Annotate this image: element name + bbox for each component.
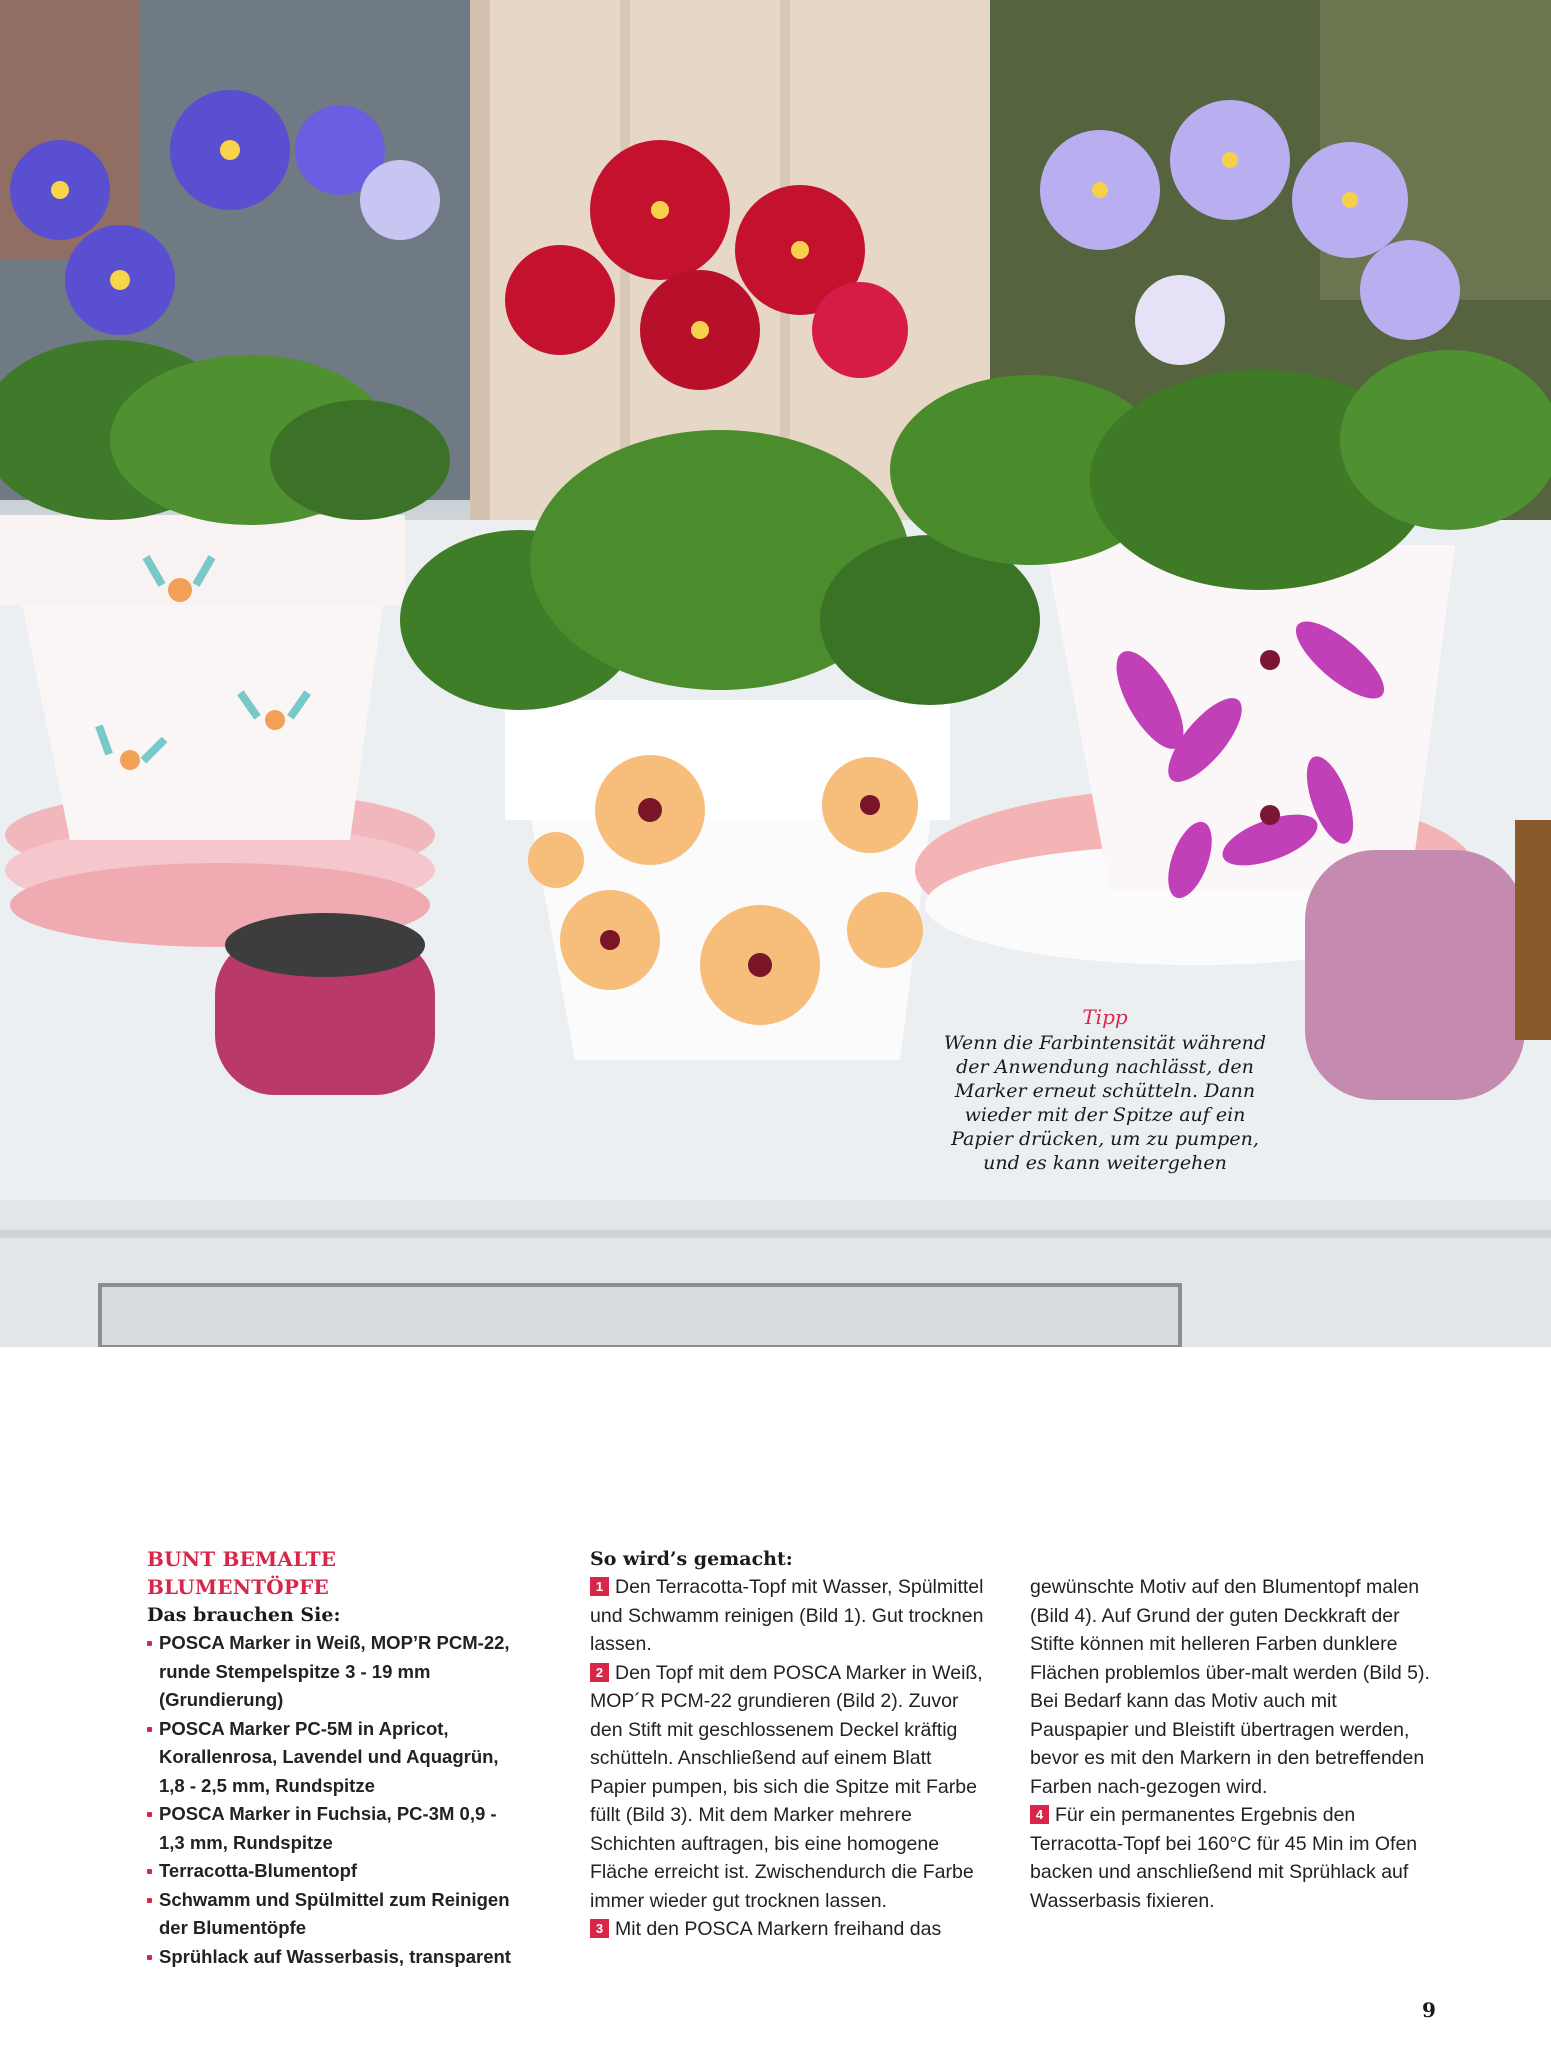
step-3-continuation: gewünschte Motiv auf den Blumentopf malen (Bild 4). Auf Grund der guten Deckkraft der Stifte können mit helleren Farben dunklere Flächen problemlos über-malt werden (Bild 5). Bei Bedarf kann das Motiv auch mit Pauspapier und Bleistift übertragen werden, bevor es mit den Markern in den betreffenden Farben nach-gezogen wird. [1030, 1576, 1430, 1798]
step-4 [1030, 1801, 1430, 1915]
steps-column [590, 1545, 990, 1944]
step-text: Für ein permanentes Ergebnis den Terracotta-Topf bei 160°C für 45 Min im Ofen backen und anschließend mit Sprühlack auf Wasserbasis fixieren. [1030, 1804, 1418, 1912]
tip-line: der Anwendung nachlässt, den [956, 1056, 1254, 1078]
materials-heading: Das brauchen Sie: [147, 1604, 341, 1626]
article-title: BUNT BEMALTE BLUMENTÖPFE [147, 1547, 337, 1599]
materials-item: POSCA Marker PC-5M in Apricot, Korallenrosa, Lavendel und Aquagrün, 1,8 - 2,5 mm, Rundspitze [147, 1715, 517, 1801]
materials-item: POSCA Marker in Fuchsia, PC-3M 0,9 - 1,3 mm, Rundspitze [147, 1800, 517, 1857]
steps-continuation-column [1030, 1573, 1430, 1915]
tip-line: Marker erneut schütteln. Dann [954, 1080, 1256, 1102]
page-number: 9 [1422, 1998, 1436, 2022]
tip-box [920, 1005, 1290, 1175]
tip-line: und es kann weitergehen [983, 1152, 1227, 1174]
step-2 [590, 1659, 990, 1916]
tip-title: Tipp [1082, 1005, 1128, 1029]
materials-item: Terracotta-Blumentopf [147, 1857, 517, 1886]
tip-line: Papier drücken, um zu pumpen, [951, 1128, 1259, 1150]
step-number-badge: 2 [590, 1663, 609, 1682]
materials-list [147, 1629, 517, 1971]
tip-line: wieder mit der Spitze auf ein [964, 1104, 1246, 1126]
step-text: Den Terracotta-Topf mit Wasser, Spülmittel und Schwamm reinigen (Bild 1). Gut trocknen lassen. [590, 1576, 984, 1655]
materials-column [147, 1545, 517, 1971]
step-text: Den Topf mit dem POSCA Marker in Weiß, MOP´R PCM-22 grundieren (Bild 2). Zuvor den Stift mit geschlossenem Deckel kräftig schütteln. Anschließend auf einem Blatt Papier pumpen, bis sich die Spitze mit Farbe füllt (Bild 3). Mit dem Marker mehrere Schichten auftragen, bis eine homogene Fläche erreicht ist. Zwischendurch die Farbe immer wieder gut trocknen lassen. [590, 1661, 983, 1912]
tip-line: Wenn die Farbintensität während [943, 1032, 1267, 1054]
materials-item: Sprühlack auf Wasserbasis, transparent [147, 1943, 517, 1972]
step-number-badge: 1 [590, 1577, 609, 1596]
step-number-badge: 3 [590, 1919, 609, 1938]
steps-heading: So wird’s gemacht: [590, 1548, 793, 1570]
materials-item: Schwamm und Spülmittel zum Reinigen der Blumentöpfe [147, 1886, 517, 1943]
step-3 [590, 1915, 990, 1944]
step-text: Mit den POSCA Markern freihand das [615, 1918, 942, 1940]
materials-item: POSCA Marker in Weiß, MOP’R PCM-22, runde Stempelspitze 3 - 19 mm (Grundierung) [147, 1629, 517, 1715]
step-number-badge: 4 [1030, 1805, 1049, 1824]
step-1 [590, 1573, 990, 1659]
